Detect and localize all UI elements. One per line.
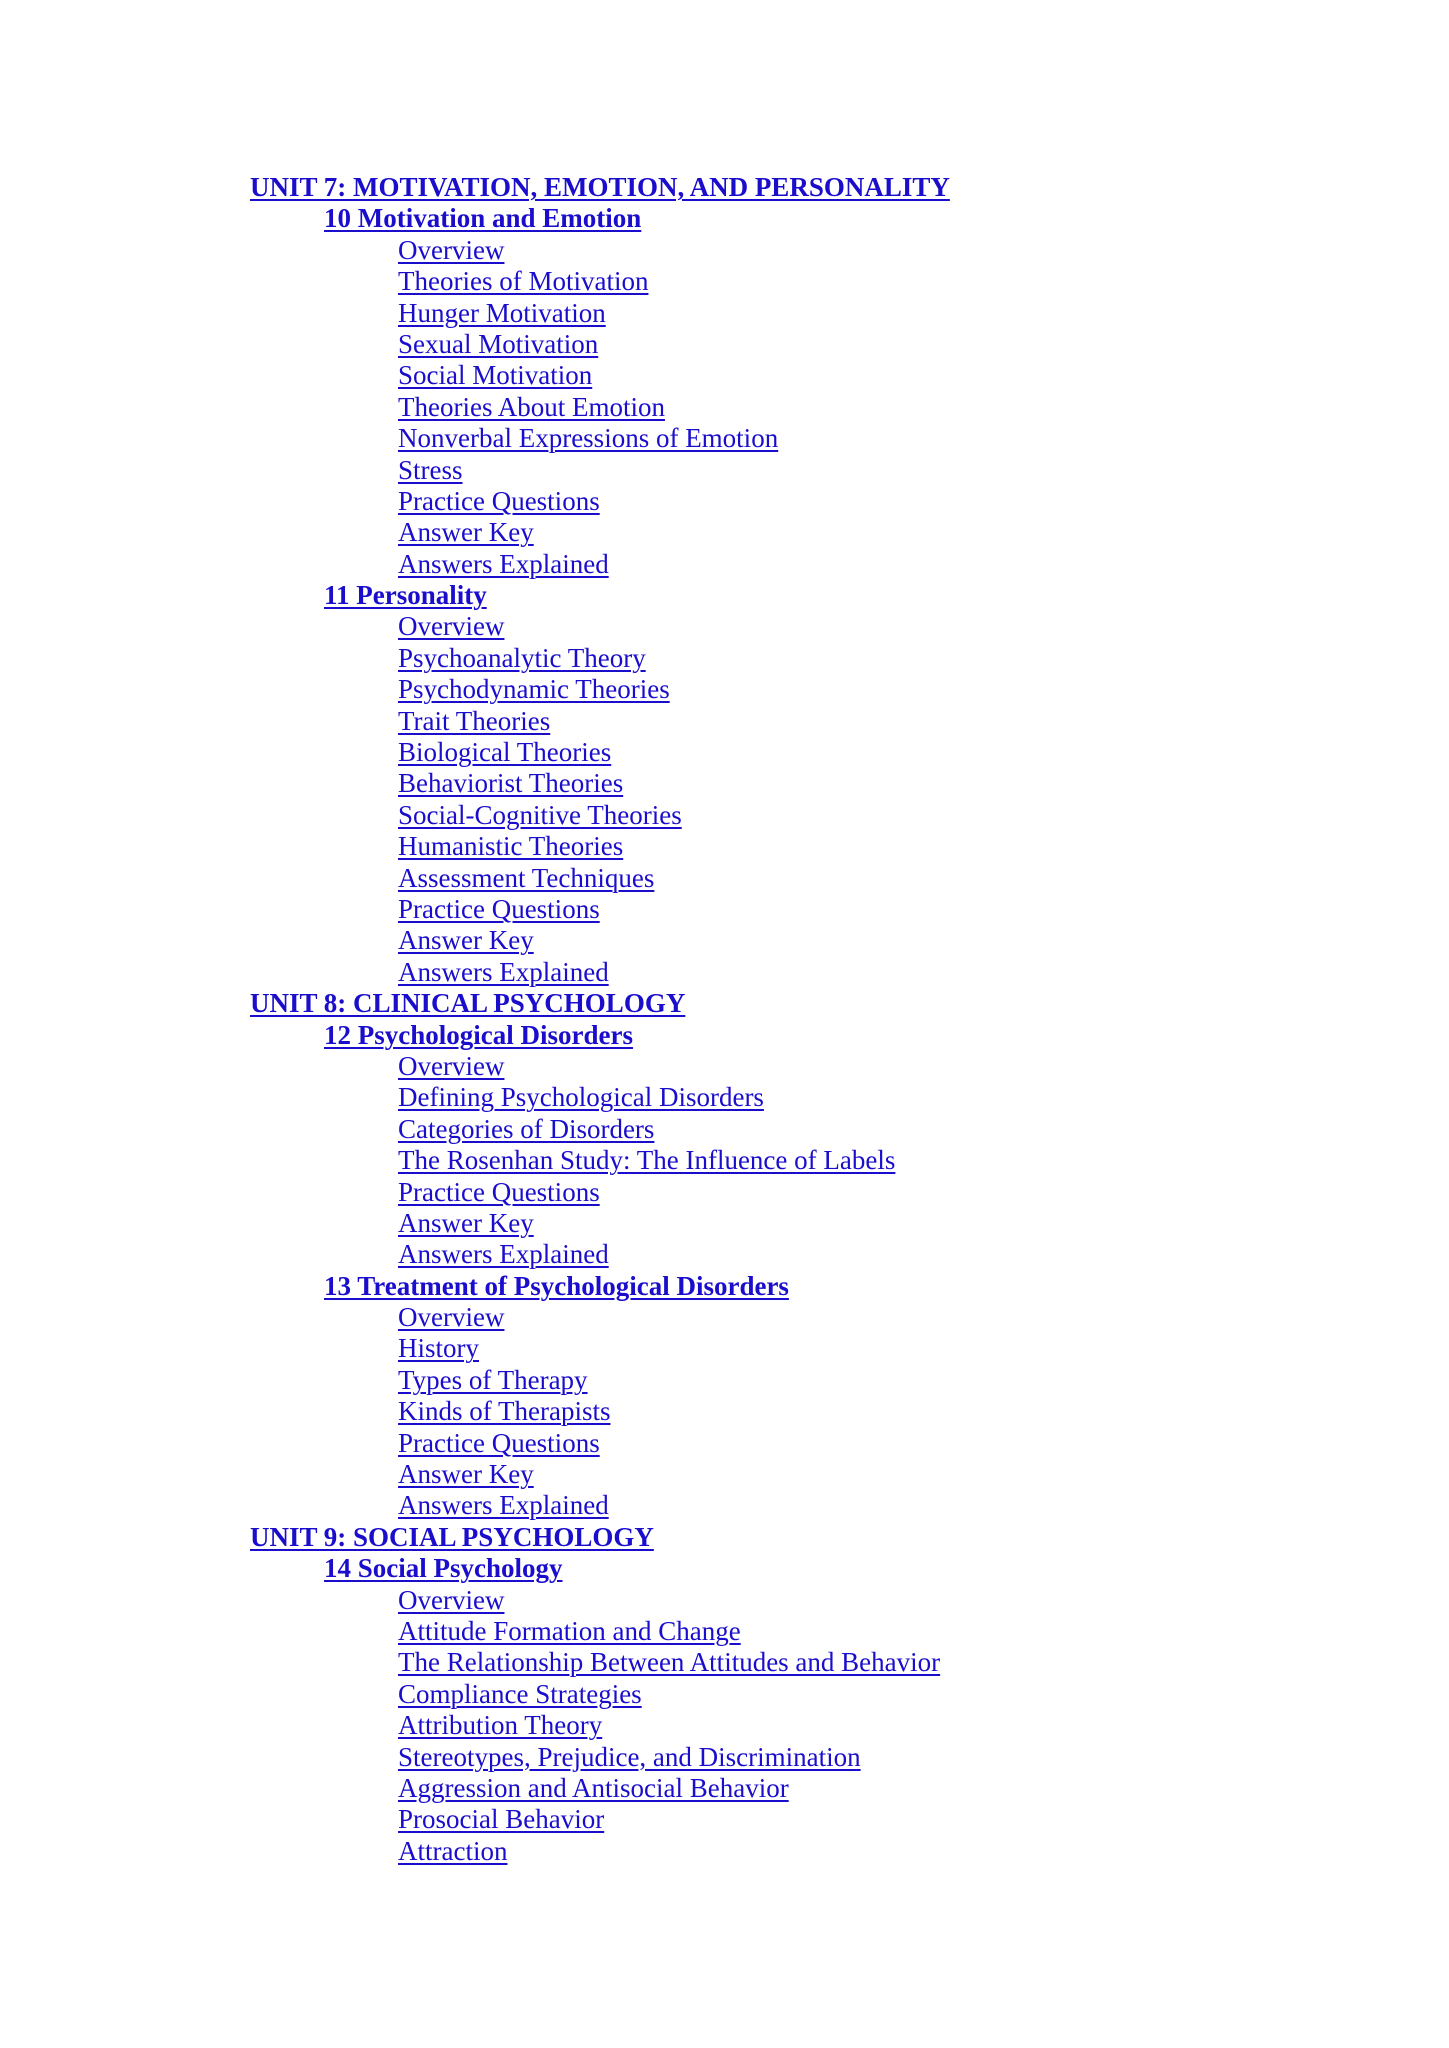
toc-section-link-practice-questions[interactable]: Practice Questions (398, 893, 600, 924)
toc-section-row (250, 737, 1350, 768)
toc-section-row (250, 1114, 1350, 1145)
toc-section-link-aggression-and-antisocial-behavior[interactable]: Aggression and Antisocial Behavior (398, 1772, 789, 1803)
toc-section-link-theories-of-motivation[interactable]: Theories of Motivation (398, 266, 649, 297)
toc-section-row (250, 455, 1350, 486)
toc-section-link-answers-explained[interactable]: Answers Explained (398, 956, 609, 987)
toc-section-link-types-of-therapy[interactable]: Types of Therapy (398, 1364, 588, 1395)
toc-section-row (250, 1804, 1350, 1835)
toc-section-link-history[interactable]: History (398, 1333, 479, 1364)
toc-section-row (250, 768, 1350, 799)
toc-unit-link-8[interactable]: UNIT 8: CLINICAL PSYCHOLOGY (250, 988, 686, 1019)
toc-section-link-biological-theories[interactable]: Biological Theories (398, 737, 612, 768)
toc-unit-link-9[interactable]: UNIT 9: SOCIAL PSYCHOLOGY (250, 1521, 654, 1552)
toc-chapter-row (250, 1020, 1350, 1051)
toc-chapter-row (250, 203, 1350, 234)
toc-section-link-theories-about-emotion[interactable]: Theories About Emotion (398, 391, 665, 422)
toc-section-link-overview[interactable]: Overview (398, 611, 505, 642)
toc-section-row (250, 1647, 1350, 1678)
toc-section-row (250, 1710, 1350, 1741)
toc-chapter-link[interactable]: 11 Personality (324, 580, 487, 611)
toc-section-link-the-relationship-between-attitudes-and-behavior[interactable]: The Relationship Between Attitudes and Behavior (398, 1647, 941, 1678)
toc-chapter-link[interactable]: 13 Treatment of Psychological Disorders (324, 1270, 789, 1301)
toc-section-row (250, 1490, 1350, 1521)
toc-section-link-attitude-formation-and-change[interactable]: Attitude Formation and Change (398, 1615, 741, 1646)
toc-section-row (250, 1333, 1350, 1364)
toc-section-link-assessment-techniques[interactable]: Assessment Techniques (398, 862, 655, 893)
toc-section-row (250, 863, 1350, 894)
toc-section-row (250, 1177, 1350, 1208)
toc-unit-row (250, 172, 1350, 203)
toc-unit-row (250, 1522, 1350, 1553)
toc-chapter-link[interactable]: 10 Motivation and Emotion (324, 203, 642, 234)
toc-section-link-trait-theories[interactable]: Trait Theories (398, 705, 551, 736)
toc-section-row (250, 831, 1350, 862)
toc-section-link-categories-of-disorders[interactable]: Categories of Disorders (398, 1113, 655, 1144)
toc-section-link-sexual-motivation[interactable]: Sexual Motivation (398, 328, 599, 359)
toc-section-row (250, 1459, 1350, 1490)
toc-section-link-practice-questions[interactable]: Practice Questions (398, 485, 600, 516)
toc-section-row (250, 1365, 1350, 1396)
toc-section-row (250, 298, 1350, 329)
toc-section-row (250, 1208, 1350, 1239)
toc-section-link-answers-explained[interactable]: Answers Explained (398, 1490, 609, 1521)
toc-section-link-practice-questions[interactable]: Practice Questions (398, 1176, 600, 1207)
toc-chapter-row (250, 1271, 1350, 1302)
toc-section-link-answer-key[interactable]: Answer Key (398, 925, 534, 956)
toc-section-row (250, 549, 1350, 580)
toc-section-row (250, 611, 1350, 642)
toc-chapter-link[interactable]: 12 Psychological Disorders (324, 1019, 633, 1050)
table-of-contents (250, 172, 1350, 1867)
toc-section-link-compliance-strategies[interactable]: Compliance Strategies (398, 1678, 642, 1709)
toc-section-link-overview[interactable]: Overview (398, 1050, 505, 1081)
toc-section-link-social-motivation[interactable]: Social Motivation (398, 360, 593, 391)
toc-section-row (250, 1396, 1350, 1427)
toc-chapter-row (250, 1553, 1350, 1584)
toc-section-link-defining-psychological-disorders[interactable]: Defining Psychological Disorders (398, 1082, 764, 1113)
toc-section-link-answers-explained[interactable]: Answers Explained (398, 1239, 609, 1270)
toc-section-row (250, 1679, 1350, 1710)
toc-section-row (250, 1302, 1350, 1333)
toc-section-row (250, 392, 1350, 423)
toc-section-link-practice-questions[interactable]: Practice Questions (398, 1427, 600, 1458)
toc-section-link-attribution-theory[interactable]: Attribution Theory (398, 1710, 603, 1741)
toc-section-link-behaviorist-theories[interactable]: Behaviorist Theories (398, 768, 624, 799)
toc-section-row (250, 957, 1350, 988)
toc-section-row (250, 1616, 1350, 1647)
toc-section-link-stereotypes-prejudice-and-discrimination[interactable]: Stereotypes, Prejudice, and Discrimination (398, 1741, 861, 1772)
toc-section-row (250, 1051, 1350, 1082)
toc-section-link-prosocial-behavior[interactable]: Prosocial Behavior (398, 1804, 605, 1835)
toc-section-row (250, 643, 1350, 674)
toc-section-link-the-rosenhan-study-the-influence-of-labels[interactable]: The Rosenhan Study: The Influence of Labels (398, 1145, 896, 1176)
toc-section-link-overview[interactable]: Overview (398, 234, 505, 265)
toc-section-link-psychodynamic-theories[interactable]: Psychodynamic Theories (398, 674, 670, 705)
toc-chapter-row (250, 580, 1350, 611)
toc-section-link-stress[interactable]: Stress (398, 454, 463, 485)
toc-section-link-nonverbal-expressions-of-emotion[interactable]: Nonverbal Expressions of Emotion (398, 423, 779, 454)
toc-section-row (250, 800, 1350, 831)
toc-section-row (250, 360, 1350, 391)
toc-section-row (250, 706, 1350, 737)
toc-section-link-answer-key[interactable]: Answer Key (398, 1207, 534, 1238)
toc-section-row (250, 235, 1350, 266)
toc-section-link-psychoanalytic-theory[interactable]: Psychoanalytic Theory (398, 642, 646, 673)
toc-unit-row (250, 988, 1350, 1019)
toc-section-row (250, 925, 1350, 956)
toc-section-link-overview[interactable]: Overview (398, 1584, 505, 1615)
toc-section-row (250, 1082, 1350, 1113)
toc-section-row (250, 1836, 1350, 1867)
toc-section-link-answers-explained[interactable]: Answers Explained (398, 548, 609, 579)
toc-section-row (250, 1773, 1350, 1804)
toc-section-link-social-cognitive-theories[interactable]: Social-Cognitive Theories (398, 799, 682, 830)
toc-section-link-attraction[interactable]: Attraction (398, 1835, 508, 1866)
toc-section-row (250, 1428, 1350, 1459)
toc-section-link-kinds-of-therapists[interactable]: Kinds of Therapists (398, 1396, 611, 1427)
toc-section-row (250, 1145, 1350, 1176)
toc-section-row (250, 1742, 1350, 1773)
toc-unit-link-7[interactable]: UNIT 7: MOTIVATION, EMOTION, AND PERSONALITY (250, 172, 950, 202)
toc-chapter-link[interactable]: 14 Social Psychology (324, 1553, 563, 1584)
toc-section-row (250, 423, 1350, 454)
toc-section-row (250, 1585, 1350, 1616)
toc-section-row (250, 517, 1350, 548)
toc-section-row (250, 329, 1350, 360)
toc-section-link-answer-key[interactable]: Answer Key (398, 1459, 534, 1490)
toc-section-row (250, 674, 1350, 705)
toc-section-row (250, 486, 1350, 517)
toc-section-row (250, 266, 1350, 297)
toc-section-link-answer-key[interactable]: Answer Key (398, 517, 534, 548)
toc-section-link-hunger-motivation[interactable]: Hunger Motivation (398, 297, 606, 328)
toc-section-row (250, 1239, 1350, 1270)
toc-section-link-overview[interactable]: Overview (398, 1302, 505, 1333)
toc-section-row (250, 894, 1350, 925)
toc-section-link-humanistic-theories[interactable]: Humanistic Theories (398, 831, 624, 862)
